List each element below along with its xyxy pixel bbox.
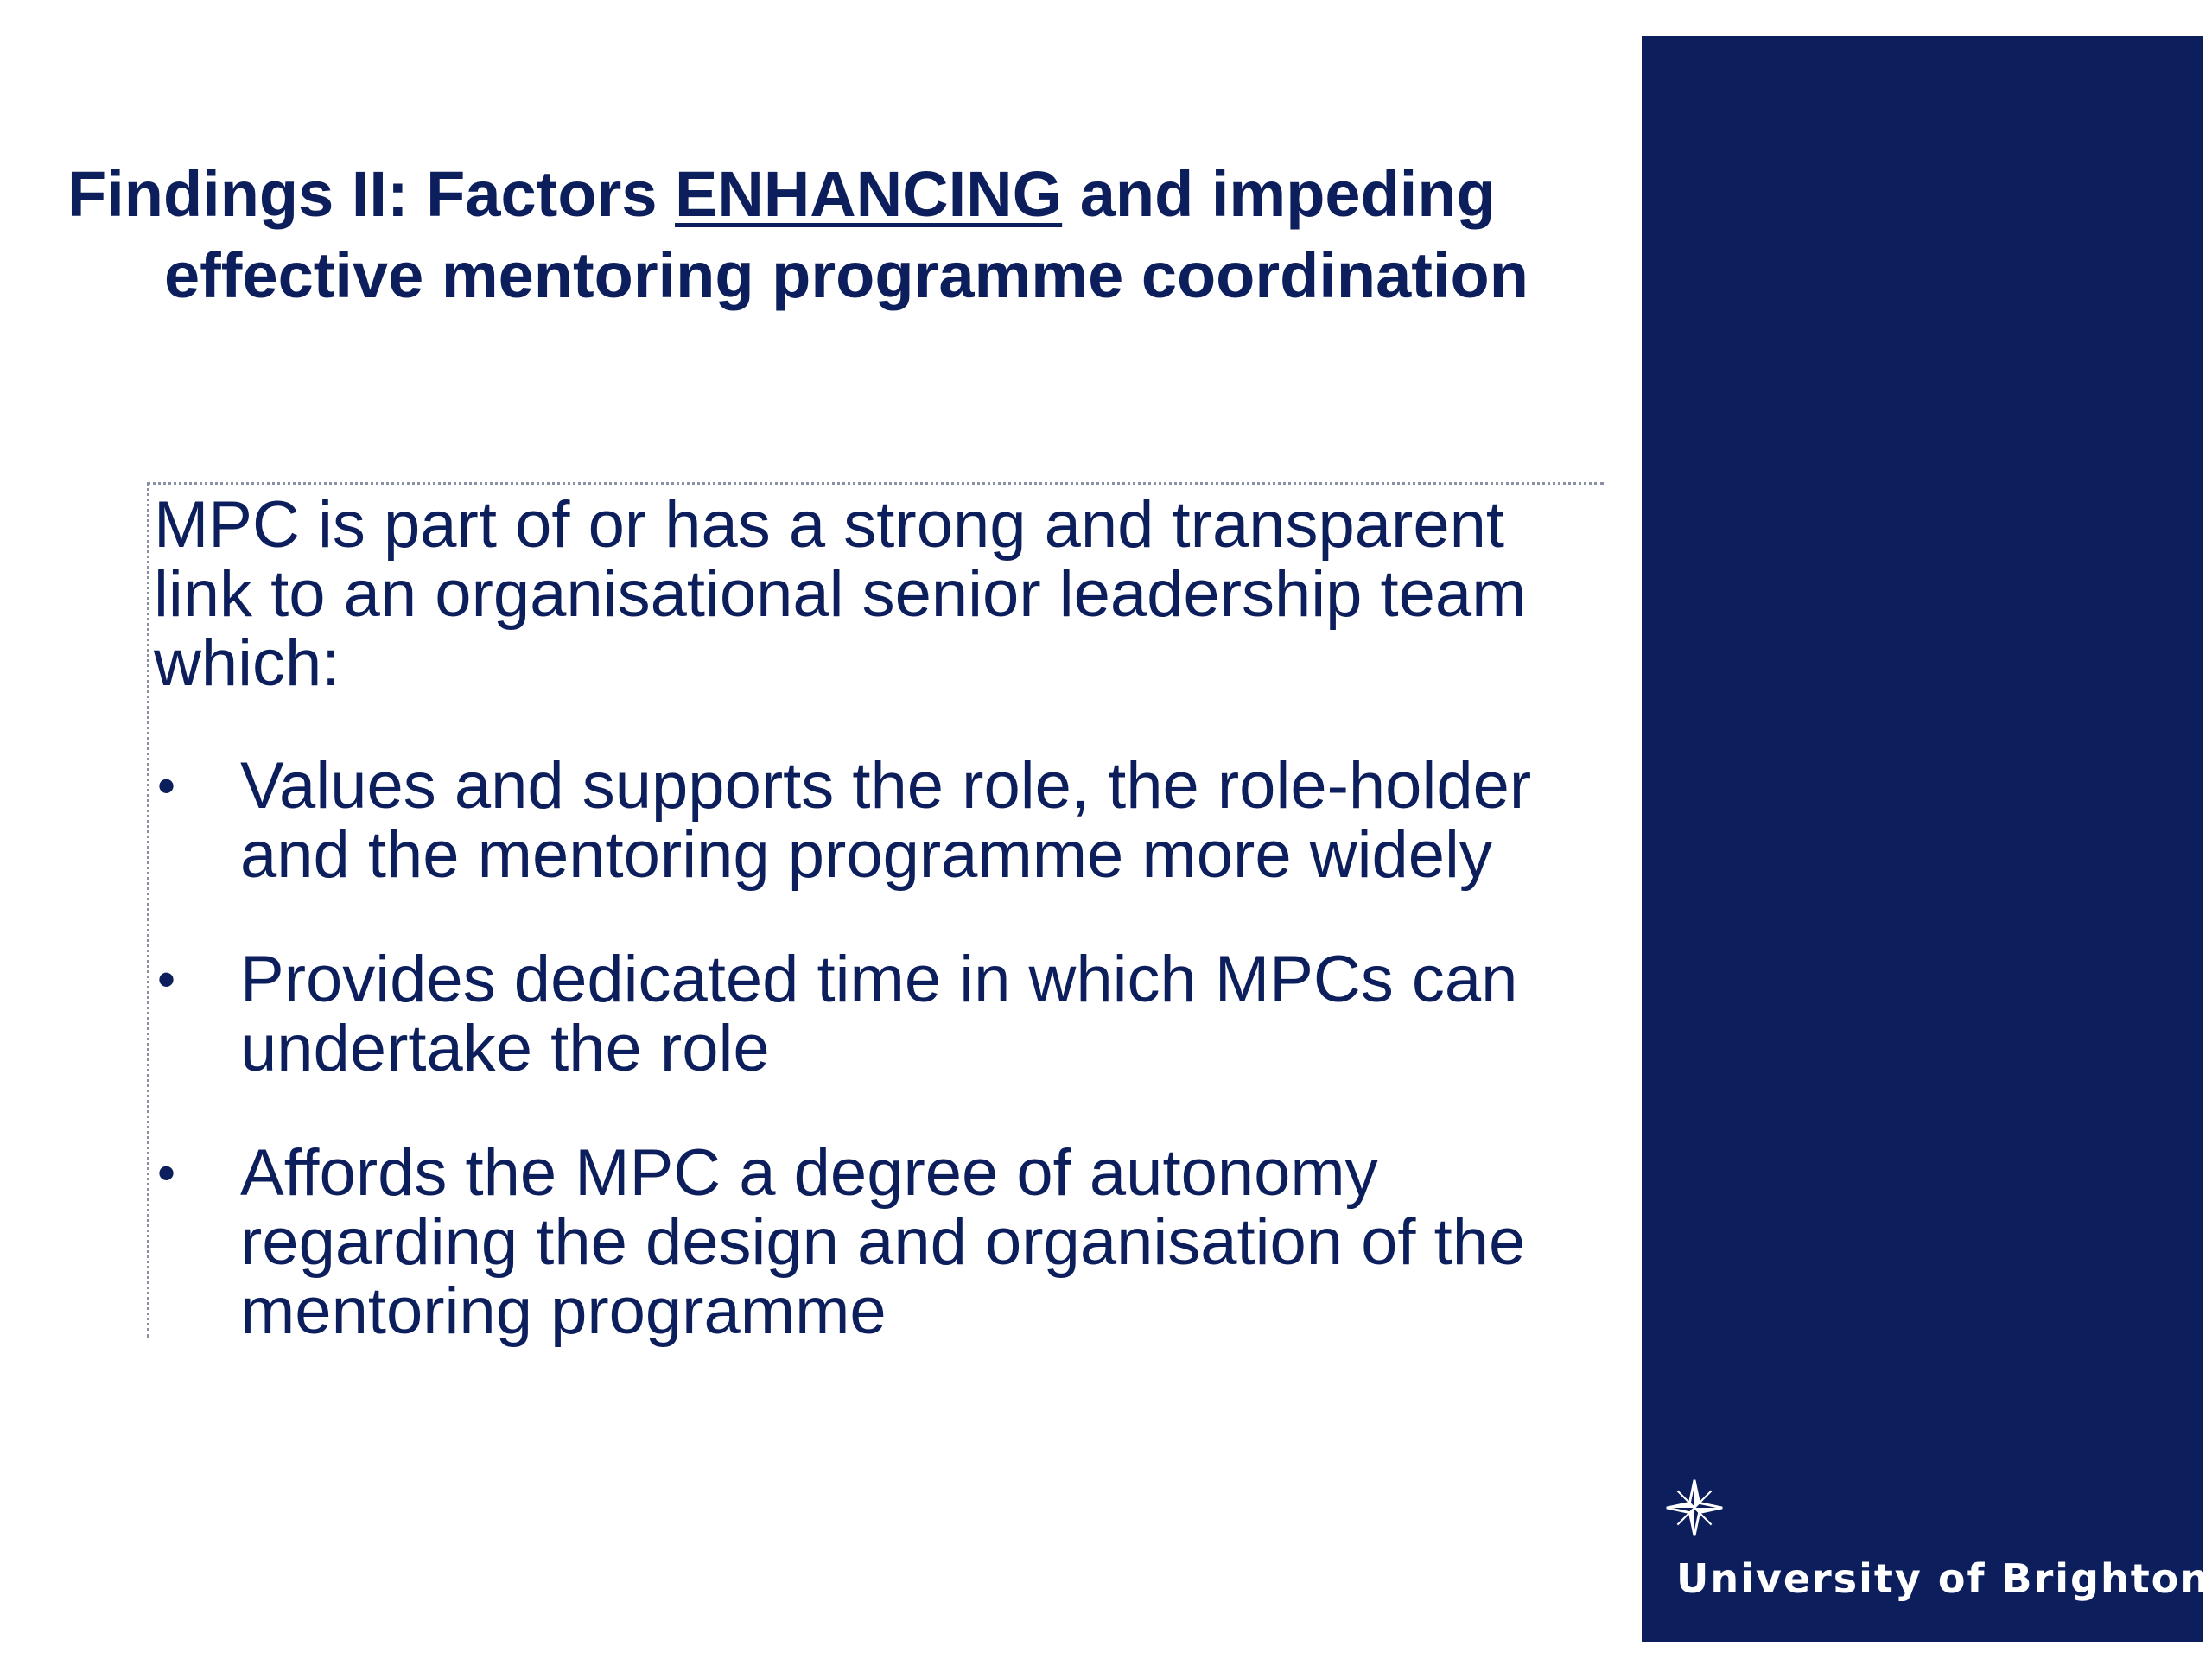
list-item bbox=[154, 945, 1623, 1084]
title-part-1: Findings II: Factors bbox=[67, 158, 676, 230]
slide-title bbox=[67, 154, 1623, 316]
list-item bbox=[154, 1136, 1623, 1348]
university-logo-text: University of Brighton bbox=[1676, 1555, 2211, 1602]
compass-star-icon bbox=[1664, 1478, 1725, 1538]
bullet-icon: • bbox=[157, 950, 176, 1008]
title-line-2: effective mentoring programme coordination bbox=[164, 239, 1529, 311]
bullet-list bbox=[154, 749, 1623, 1402]
title-part-2: and impeding bbox=[1062, 158, 1496, 230]
list-item bbox=[154, 749, 1623, 892]
brand-side-panel bbox=[1642, 36, 2203, 1642]
bullet-text: Values and supports the role, the role-holder and the mentoring programme more widely bbox=[240, 749, 1532, 892]
bullet-icon: • bbox=[157, 757, 176, 815]
bullet-text: Affords the MPC a degree of autonomy regarding the design and organisation of the mentoring programme bbox=[240, 1136, 1526, 1348]
intro-paragraph: MPC is part of or has a strong and transparent link to an organisational senior leadership team which: bbox=[154, 488, 1527, 700]
bullet-icon: • bbox=[157, 1144, 176, 1202]
bullet-text: Provides dedicated time in which MPCs can undertake the role bbox=[240, 943, 1518, 1085]
title-emphasis: ENHANCING bbox=[675, 158, 1063, 230]
